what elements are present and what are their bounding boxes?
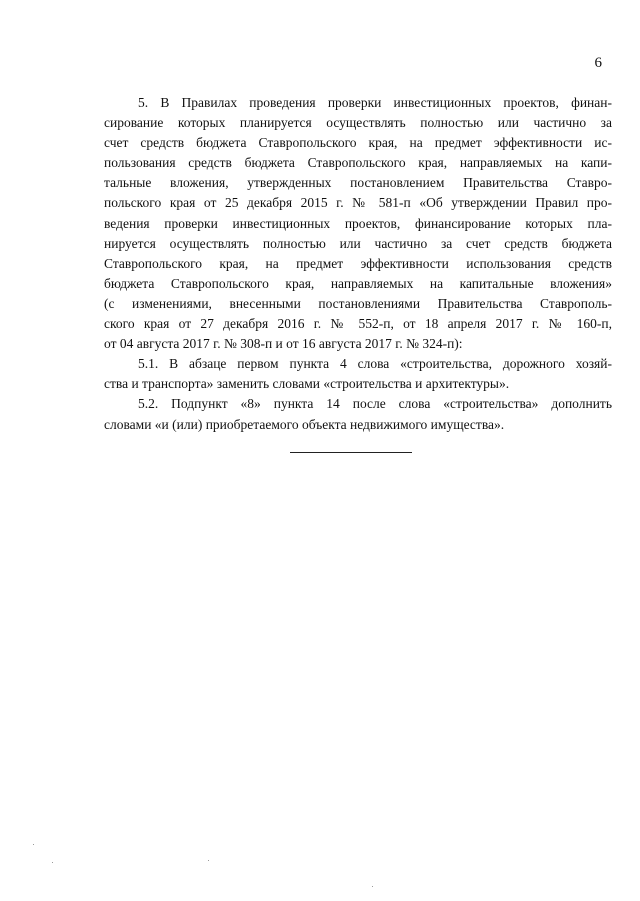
text-line: тальные вложения, утвержденных постановлением Правительства Ставро-: [104, 175, 612, 191]
text-line: ведения проверки инвестиционных проектов, финансирование которых пла-: [104, 215, 612, 231]
scan-speck: [372, 886, 373, 887]
text-line: от 04 августа 2017 г. № 308-п и от 16 августа 2017 г. № 324-п):: [104, 336, 463, 352]
scan-speck: [52, 862, 53, 863]
scan-speck: [33, 844, 34, 845]
text-line: 5.1. В абзаце первом пункта 4 слова «строительства, дорожного хозяй-: [138, 356, 612, 372]
text-line: пользования средств бюджета Ставропольского края, направляемых на капи-: [104, 155, 612, 171]
text-line: счет средств бюджета Ставропольского края, на предмет эффективности ис-: [104, 135, 612, 151]
text-line: Ставропольского края, на предмет эффективности использования средств: [104, 255, 612, 271]
text-line: 5. В Правилах проведения проверки инвестиционных проектов, финан-: [138, 95, 612, 110]
text-line: нируется осуществлять полностью или частично за счет средств бюджета: [104, 235, 612, 251]
text-line: сирование которых планируется осуществлять полностью или частично за: [104, 115, 612, 131]
text-line: (с изменениями, внесенными постановлениями Правительства Ставрополь-: [104, 295, 612, 311]
end-separator-line: [290, 452, 412, 453]
text-line: бюджета Ставропольского края, направляемых на капитальные вложения»: [104, 275, 612, 291]
page-number: 6: [594, 55, 602, 71]
document-body: [104, 93, 612, 435]
text-line: ства и транспорта» заменить словами «строительства и архитектуры».: [104, 376, 510, 392]
scan-speck: [208, 860, 209, 861]
text-line: 5.2. Подпункт «8» пункта 14 после слова «строительства» дополнить: [138, 396, 612, 412]
text-line: ского края от 27 декабря 2016 г. № 552-п, от 18 апреля 2017 г. № 160-п,: [104, 316, 612, 332]
text-line: польского края от 25 декабря 2015 г. № 581-п «Об утверждении Правил про-: [104, 195, 612, 211]
text-line: словами «и (или) приобретаемого объекта недвижимого имущества».: [104, 416, 505, 432]
